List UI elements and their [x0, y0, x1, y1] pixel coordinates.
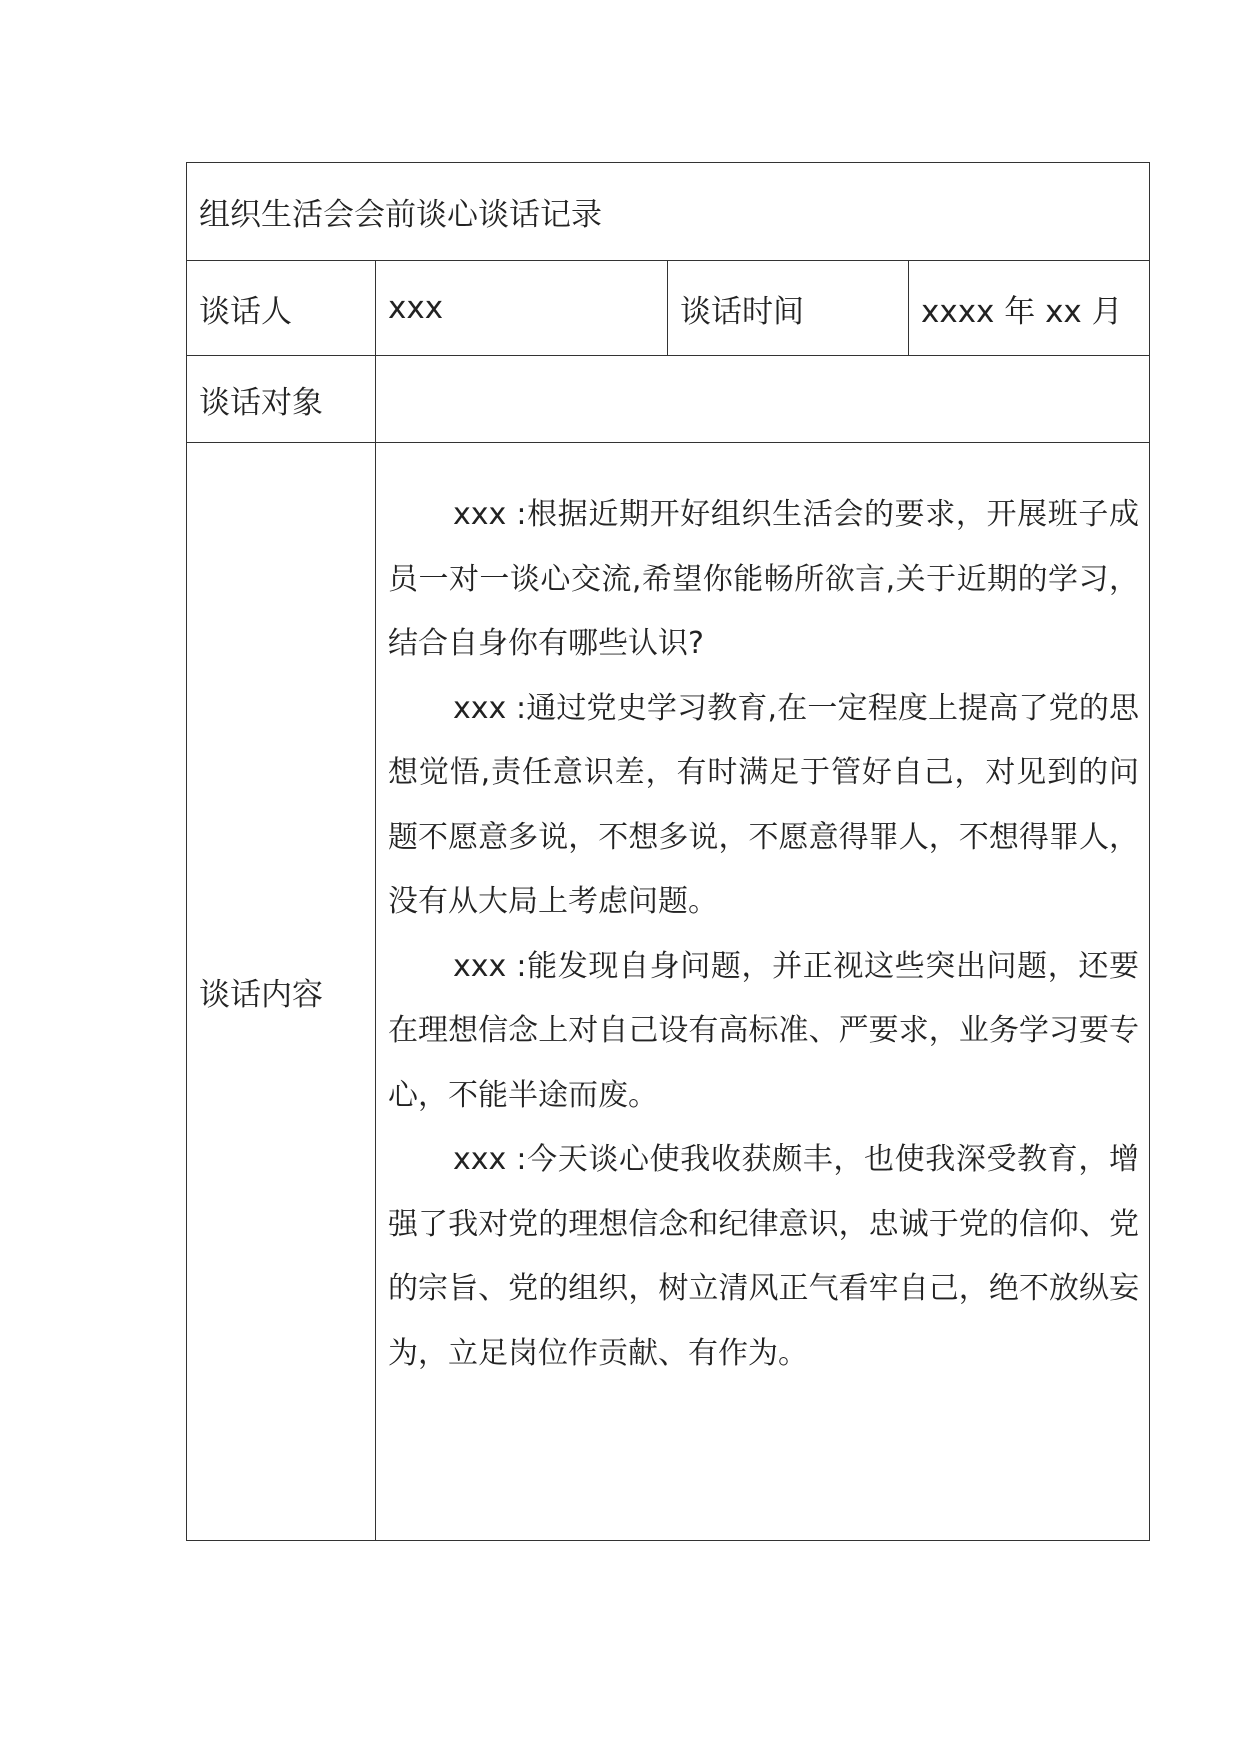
target-label: 谈话对象 [187, 356, 376, 443]
content-body [376, 443, 1150, 1541]
speaker-label: 谈话人 [187, 261, 376, 356]
speaker-value: xxx [376, 261, 668, 356]
paragraph: xxx :今天谈心使我收获颇丰，也使我深受教育，增强了我对党的理想信念和纪律意识，忠诚于党的信仰、党的宗旨、党的组织，树立清风正气看牢自己，绝不放纵妄为，立足岗位作贡献、有作为。 [388, 1142, 1139, 1371]
document-title: 组织生活会会前谈心谈话记录 [187, 163, 1150, 261]
target-row [187, 356, 1150, 443]
paragraph: xxx :根据近期开好组织生活会的要求，开展班子成员一对一谈心交流,希望你能畅所欲言,关于近期的学习，结合自身你有哪些认识? [388, 497, 1139, 661]
title-row [187, 163, 1150, 261]
content-row [187, 443, 1150, 1541]
content-label: 谈话内容 [187, 443, 376, 1541]
speaker-row [187, 261, 1150, 356]
paragraph: xxx :通过党史学习教育,在一定程度上提高了党的思想觉悟,责任意识差，有时满足于管好自己，对见到的问题不愿意多说，不想多说，不愿意得罪人，不想得罪人，没有从大局上考虑问题。 [388, 690, 1139, 919]
time-label: 谈话时间 [668, 261, 909, 356]
paragraph: xxx :能发现自身问题，并正视这些突出问题，还要在理想信念上对自己设有高标准、严要求，业务学习要专心，不能半途而废。 [388, 948, 1139, 1113]
talk-record-table [186, 162, 1150, 1541]
time-value: xxxx 年 xx 月 [909, 261, 1150, 356]
target-value [376, 356, 1150, 443]
